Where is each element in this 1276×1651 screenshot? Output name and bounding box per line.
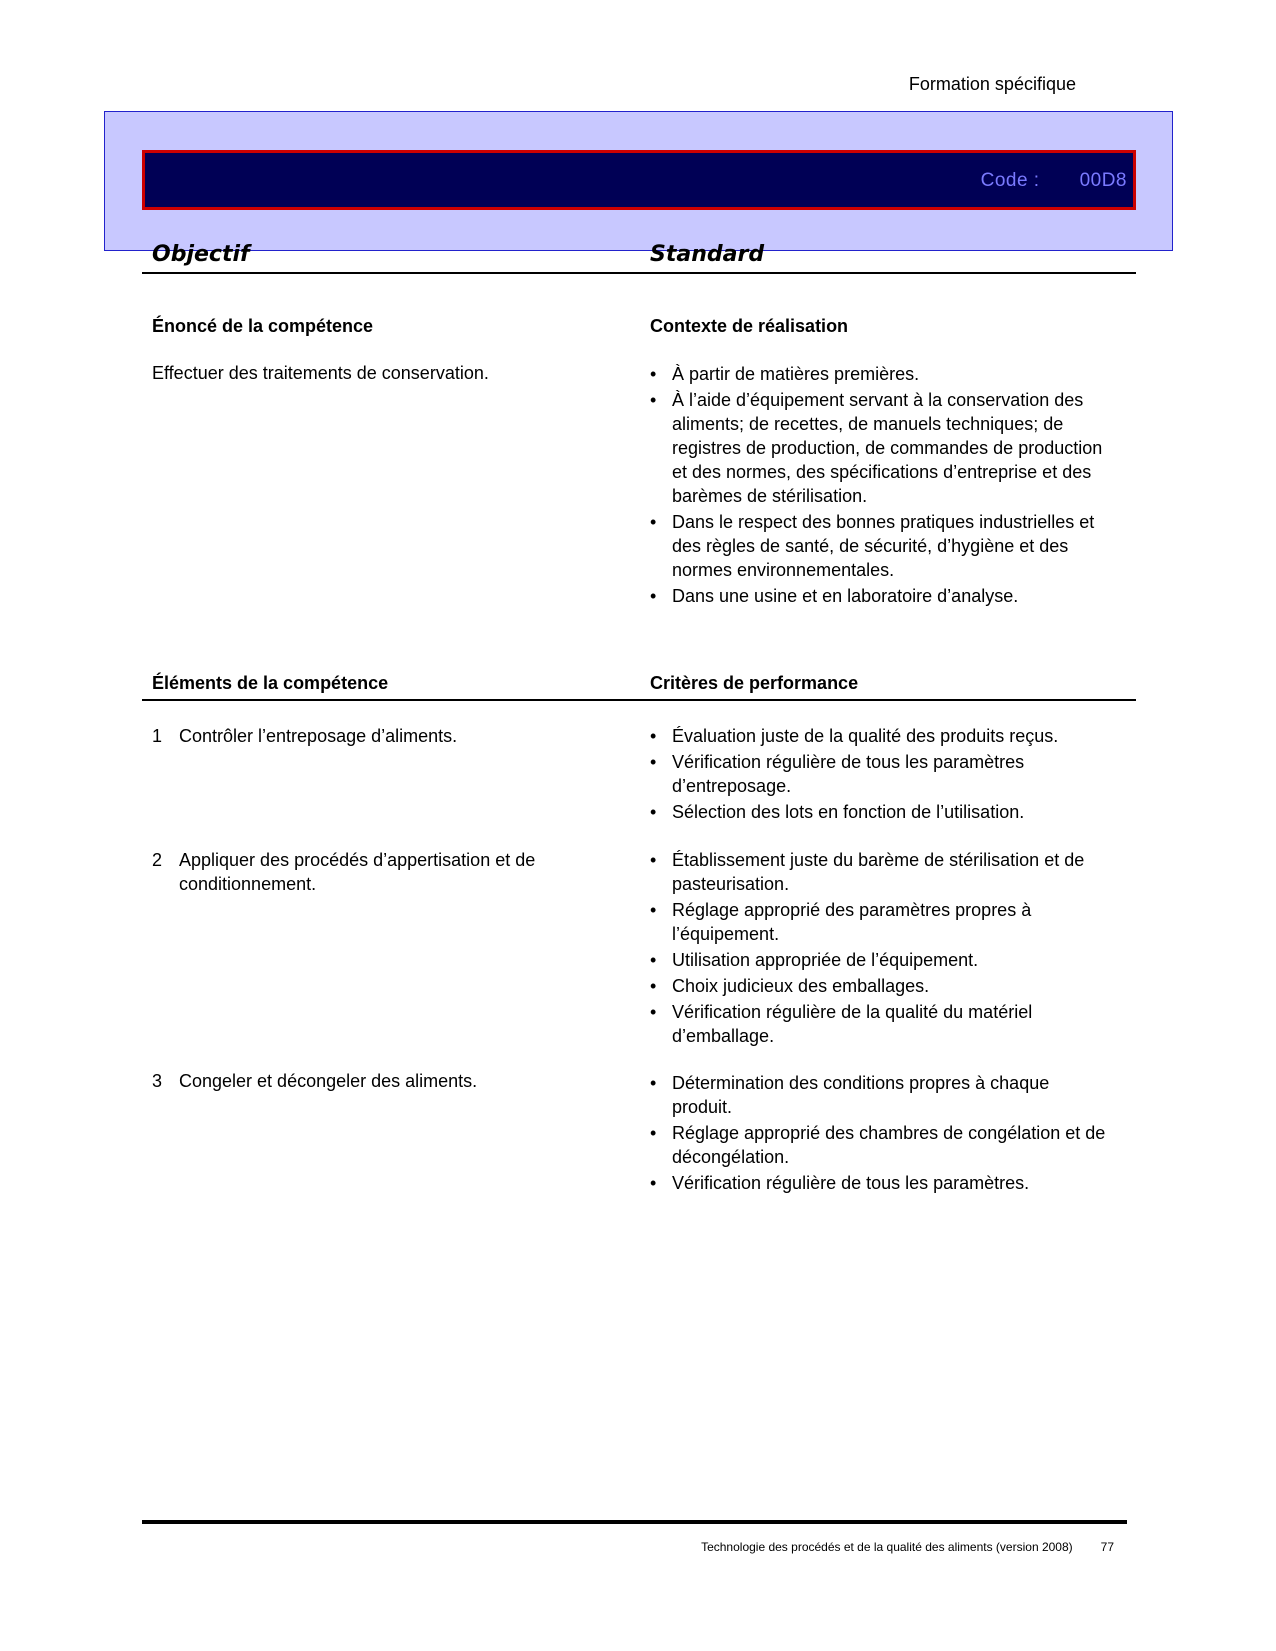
list-item: • Vérification régulière de tous les paramètres. bbox=[650, 1171, 1110, 1195]
page-number: 77 bbox=[1100, 1540, 1114, 1554]
code-text bbox=[981, 170, 1127, 192]
list-item: • Détermination des conditions propres à chaque produit. bbox=[650, 1071, 1110, 1119]
footer bbox=[701, 1540, 1114, 1554]
list-item: • Vérification régulière de tous les paramètres d’entreposage. bbox=[650, 750, 1110, 798]
code-value: 00D8 bbox=[1079, 170, 1127, 191]
list-item: • À l’aide d’équipement servant à la conservation des aliments; de recettes, de manuels techniques; de registres de production, de commandes de production et des normes, des spécifications d’entreprise et des barèmes de stérilisation. bbox=[650, 388, 1110, 508]
list-item: • Réglage approprié des paramètres propres à l’équipement. bbox=[650, 898, 1110, 946]
list-item: • À partir de matières premières. bbox=[650, 362, 1110, 386]
element-number: 2 bbox=[152, 850, 163, 870]
element-text: Contrôler l’entreposage d’aliments. bbox=[179, 726, 458, 746]
column-header-objectif: Objectif bbox=[152, 242, 250, 267]
footer-title: Technologie des procédés et de la qualité des aliments (version 2008) bbox=[701, 1540, 1073, 1554]
context-title: Contexte de réalisation bbox=[650, 316, 849, 336]
element-number: 3 bbox=[152, 1071, 163, 1091]
list-item: • Établissement juste du barème de stérilisation et de pasteurisation. bbox=[650, 848, 1110, 896]
criteria-list-1 bbox=[650, 724, 1110, 826]
criteria-list-3 bbox=[650, 1071, 1110, 1197]
list-item: • Dans le respect des bonnes pratiques industrielles et des règles de santé, de sécurité, d’hygiène et des normes environnementales. bbox=[650, 510, 1110, 582]
element-1 bbox=[152, 724, 622, 748]
criteria-title: Critères de performance bbox=[650, 673, 859, 693]
code-bar bbox=[142, 150, 1136, 210]
list-item: • Utilisation appropriée de l’équipement. bbox=[650, 948, 1110, 972]
element-text: Congeler et décongeler des aliments. bbox=[179, 1071, 478, 1091]
statement-text: Effectuer des traitements de conservation. bbox=[152, 363, 489, 383]
element-3 bbox=[152, 1069, 622, 1093]
list-item: • Vérification régulière de la qualité du matériel d’emballage. bbox=[650, 1000, 1110, 1048]
section-rule bbox=[142, 699, 1136, 701]
code-label: Code : bbox=[980, 170, 1040, 191]
context-list bbox=[650, 362, 1110, 610]
list-item: • Réglage approprié des chambres de congélation et de décongélation. bbox=[650, 1121, 1110, 1169]
elements-title: Éléments de la compétence bbox=[152, 673, 389, 693]
element-2 bbox=[152, 848, 622, 896]
list-item: • Évaluation juste de la qualité des produits reçus. bbox=[650, 724, 1110, 748]
list-item: • Dans une usine et en laboratoire d’analyse. bbox=[650, 584, 1110, 608]
statement-title: Énoncé de la compétence bbox=[152, 316, 374, 336]
list-item: • Choix judicieux des emballages. bbox=[650, 974, 1110, 998]
section-label: Formation spécifique bbox=[908, 74, 1076, 94]
list-item: • Sélection des lots en fonction de l’utilisation. bbox=[650, 800, 1110, 824]
element-text: Appliquer des procédés d’appertisation et de conditionnement. bbox=[179, 850, 536, 894]
element-number: 1 bbox=[152, 726, 163, 746]
column-headers bbox=[142, 242, 1136, 274]
footer-rule bbox=[142, 1520, 1127, 1524]
column-header-standard: Standard bbox=[650, 242, 765, 267]
criteria-list-2 bbox=[650, 848, 1110, 1050]
